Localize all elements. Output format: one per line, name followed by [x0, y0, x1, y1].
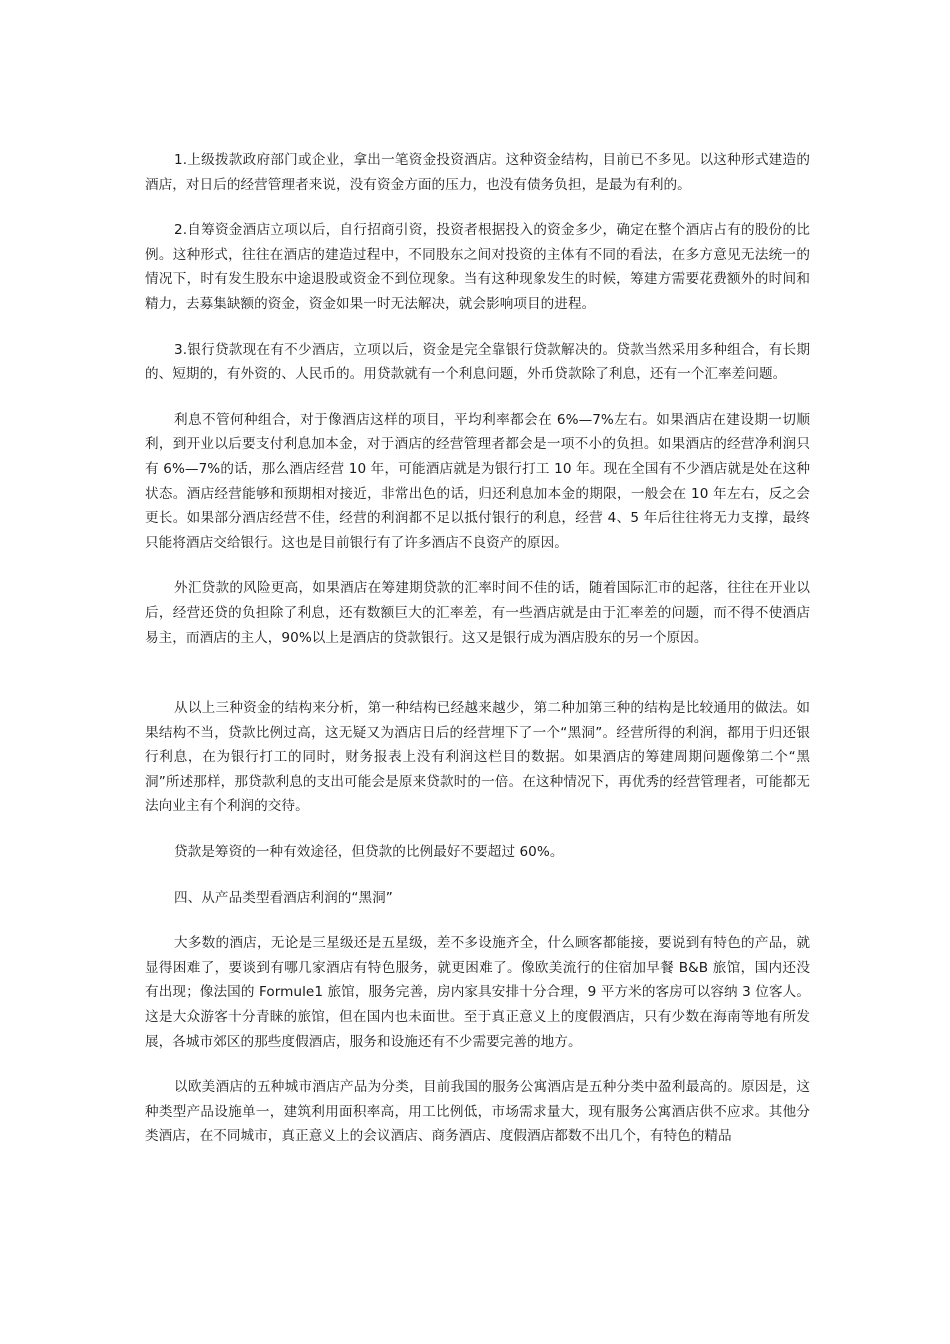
paragraph-funding-bank-loan: 3.银行贷款现在有不少酒店，立项以后，资金是完全靠银行贷款解决的。贷款当然采用多种组合，有长期的、短期的，有外资的、人民币的。用贷款就有一个利息问题，外币贷款除了利息，还有一个汇率差问题。: [145, 341, 810, 383]
section-heading-product-type: 四、从产品类型看酒店利润的“黑洞”: [174, 889, 393, 906]
paragraph-interest: 利息不管何种组合，对于像酒店这样的项目，平均利率都会在 6%—7%左右。如果酒店在建设期一切顺利，到开业以后要支付利息加本金，对于酒店的经营管理者都会是一项不小的负担。如果酒店的经营净利润只有 6%—7%的话，那么酒店经营 10 年，可能酒店就是为银行打工 10 年。现在全国有不少酒店就是处在这种状态。酒店经营能够和预期相对接近，非常出色的话，归还利息加本金的期限，一般会在 10 年左右，反之会更长。如果部分酒店经营不佳，经营的利润都不足以抵付银行的利息，经营 4、5 年后往往将无力支撑，最终只能将酒店交给银行。这也是目前银行有了许多酒店不良资产的原因。: [145, 411, 810, 551]
paragraph-hotel-categories: 以欧美酒店的五种城市酒店产品为分类，目前我国的服务公寓酒店是五种分类中盈利最高的。原因是，这种类型产品设施单一，建筑利用面积率高，用工比例低，市场需求量大，现有服务公寓酒店供不应求。其他分类酒店，在不同城市，真正意义上的会议酒店、商务酒店、度假酒店都数不出几个，有特色的精品: [145, 1079, 810, 1145]
paragraph-product-features: 大多数的酒店，无论是三星级还是五星级，差不多设施齐全，什么顾客都能接，要说到有特色的产品，就显得困难了，要谈到有哪几家酒店有特色服务，就更困难了。像欧美流行的住宿加早餐 B&B 旅馆，国内还没有出现；像法国的 Formule1 旅馆，服务完善，房内家具安排十分合理，9 平方米的客房可以容纳 3 位客人。这是大众游客十分青睐的旅馆，但在国内也未面世。至于真正意义上的度假酒店，只有少数在海南等地有所发展，各城市郊区的那些度假酒店，服务和设施还有不少需要完善的地方。: [145, 935, 810, 1050]
paragraph-funding-self-raised: 2.自筹资金酒店立项以后，自行招商引资，投资者根据投入的资金多少，确定在整个酒店占有的股份的比例。这种形式，往往在酒店的建造过程中，不同股东之间对投资的主体有不同的看法，在多方意见无法统一的情况下，时有发生股东中途退股或资金不到位现象。当有这种现象发生的时候，筹建方需要花费额外的时间和精力，去募集缺额的资金，资金如果一时无法解决，就会影响项目的进程。: [145, 222, 810, 312]
paragraph-loan-ratio: 贷款是筹资的一种有效途径，但贷款的比例最好不要超过 60%。: [174, 844, 564, 861]
paragraph-foreign-loan: 外汇贷款的风险更高，如果酒店在筹建期贷款的汇率时间不佳的话，随着国际汇市的起落，往往在开业以后，经营还贷的负担除了利息，还有数额巨大的汇率差，有一些酒店就是由于汇率差的问题，而不得不使酒店易主，而酒店的主人，90%以上是酒店的贷款银行。这又是银行成为酒店股东的另一个原因。: [145, 580, 810, 646]
paragraph-structure-analysis: 从以上三种资金的结构来分析，第一种结构已经越来越少，第二种加第三种的结构是比较通用的做法。如果结构不当，贷款比例过高，这无疑又为酒店日后的经营埋下了一个“黑洞”。经营所得的利润，都用于归还银行利息，在为银行打工的同时，财务报表上没有利润这栏目的数据。如果酒店的筹建周期问题像第二个“黑洞”所述那样，那贷款利息的支出可能会是原来贷款时的一倍。在这种情况下，再优秀的经营管理者，可能都无法向业主有个利润的交待。: [145, 700, 810, 815]
paragraph-funding-government: 1.上级拨款政府部门或企业，拿出一笔资金投资酒店。这种资金结构，目前已不多见。以这种形式建造的酒店，对日后的经营管理者来说，没有资金方面的压力，也没有债务负担，是最为有利的。: [145, 152, 810, 193]
